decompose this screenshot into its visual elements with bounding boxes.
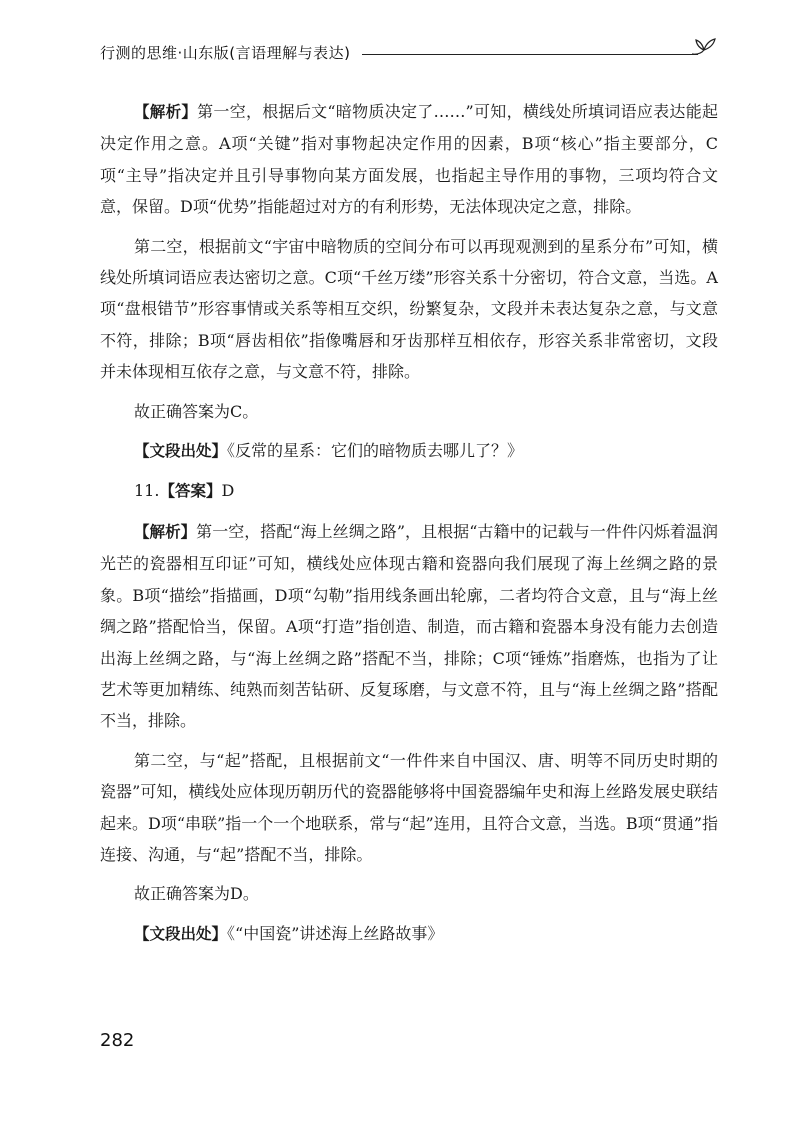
analysis-tag: 【解析】 bbox=[134, 103, 198, 121]
q11-answer-heading bbox=[100, 475, 718, 507]
q10-analysis-paragraph-1 bbox=[100, 96, 718, 223]
source-tag: 【文段出处】 bbox=[134, 924, 228, 943]
question-number: 11. bbox=[134, 481, 160, 501]
q11-analysis-paragraph-1 bbox=[100, 516, 718, 737]
q11-analysis-text-1: 第一空，搭配“海上丝绸之路”，且根据“古籍中的记载与一件件闪烁着温润光芒的瓷器相互印证”可知，横线处应体现古籍和瓷器向我们展现了海上丝绸之路的景象。B项“描绘”指描画，D项“勾勒”指用线条画出轮廓，二者均符合文意，且与“海上丝绸之路”搭配恰当，保留。A项“打造”指创造、制造，而古籍和瓷器本身没有能力去创造出海上丝绸之路，与“海上丝绸之路”搭配不当，排除；C项“锤炼”指磨炼，也指为了让艺术等更加精练、纯熟而刻苦钻研、反复琢磨，与文意不符，且与“海上丝绸之路”搭配不当，排除。 bbox=[100, 521, 718, 731]
q10-analysis-paragraph-2 bbox=[100, 231, 718, 388]
sprout-icon bbox=[690, 32, 718, 60]
q10-analysis-text-1: 第一空，根据后文“暗物质决定了……”可知，横线处所填词语应表达能起决定作用之意。A项“关键”指对事物起决定作用的因素，B项“核心”指主要部分，C项“主导”指决定并且引导事物向某方面发展，也指起主导作用的事物，三项均符合文意，保留。D项“优势”指能超过对方的有利形势，无法体现决定之意，排除。 bbox=[100, 102, 718, 217]
q11-source-line bbox=[100, 918, 718, 950]
q10-answer-text: 故正确答案为C。 bbox=[134, 401, 259, 421]
book-title: 行测的思维·山东版(言语理解与表达) bbox=[100, 44, 351, 62]
header-rule bbox=[362, 54, 698, 55]
page-content bbox=[100, 96, 718, 950]
source-tag: 【文段出处】 bbox=[134, 442, 228, 461]
q11-analysis-text-2: 第二空，与“起”搭配，且根据前文“一件件来自中国汉、唐、明等不同历史时期的瓷器”可知，横线处应体现历朝历代的瓷器能够将中国瓷器编年史和海上丝路发展史联结起来。D项“串联”指一个一个地联系，常与“起”连用，且符合文意，当选。B项“贯通”指连接、沟通，与“起”搭配不当，排除。 bbox=[100, 750, 718, 864]
analysis-tag: 【解析】 bbox=[134, 522, 197, 541]
q11-answer-text: 故正确答案为D。 bbox=[134, 884, 259, 904]
page-number: 282 bbox=[100, 1030, 135, 1051]
q11-source-text: 《“中国瓷”讲述海上丝路故事》 bbox=[227, 923, 444, 943]
q10-analysis-text-2: 第二空，根据前文“宇宙中暗物质的空间分布可以再现观测到的星系分布”可知，横线处所填词语应表达密切之意。C项“千丝万缕”形容关系十分密切，符合文意，当选。A项“盘根错节”形容事情或关系等相互交织，纷繁复杂，文段并未表达复杂之意，与文意不符，排除；B项“唇齿相依”指像嘴唇和牙齿那样互相依存，形容关系非常密切，文段并未体现相互依存之意，与文意不符，排除。 bbox=[100, 236, 718, 382]
q10-source-line bbox=[100, 435, 718, 467]
q11-analysis-paragraph-2 bbox=[100, 745, 718, 871]
page-header bbox=[100, 38, 718, 68]
q10-answer-line bbox=[100, 396, 718, 427]
answer-letter: D bbox=[221, 481, 235, 501]
q10-source-text: 《反常的星系：它们的暗物质去哪儿了？》 bbox=[227, 441, 524, 461]
q11-answer-line bbox=[100, 878, 718, 909]
answer-tag: 【答案】 bbox=[159, 482, 222, 501]
